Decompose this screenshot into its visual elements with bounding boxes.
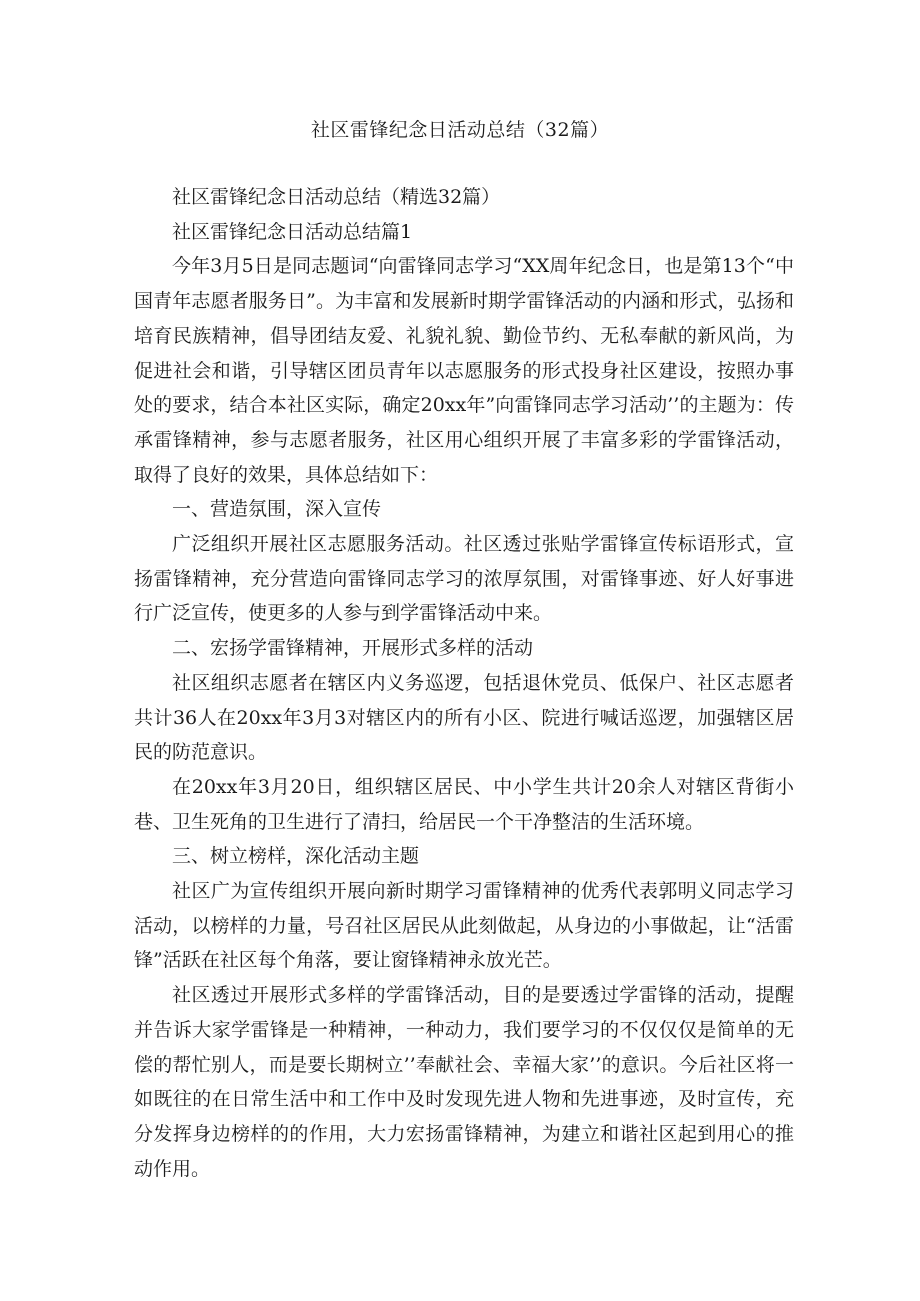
subtitle: 社区雷锋纪念日活动总结（精选32篇） <box>172 186 501 208</box>
paragraph: 在20xx年3月20日，组织辖区居民、中小学生共计20余人对辖区背街小巷、卫生死角的卫生进行了清扫，给居民一个干净整洁的生活环境。 <box>134 775 794 833</box>
paragraph: 社区组织志愿者在辖区内义务巡逻，包括退休党员、低保户、社区志愿者共计36人在20xx年3月3对辖区内的所有小区、院进行喊话巡逻，加强辖区居民的防范意识。 <box>134 671 794 764</box>
paragraph: 社区广为宣传组织开展向新时期学习雷锋精神的优秀代表郭明义同志学习活动，以榜样的力量，号召社区居民从此刻做起，从身边的小事做起，让“活雷锋”活跃在社区每个角落，要让窗锋精神永放光芒。 <box>134 880 794 972</box>
section-heading: 社区雷锋纪念日活动总结篇1 <box>172 220 413 243</box>
section-heading: 三、树立榜样，深化活动主题 <box>172 845 420 868</box>
section-heading: 一、营造氛围，深入宣传 <box>172 498 382 521</box>
paragraph: 社区透过开展形式多样的学雷锋活动，目的是要透过学雷锋的活动，提醒并告诉大家学雷锋是一种精神，一种动力，我们要学习的不仅仅仅是简单的无偿的帮忙别人，而是要长期树立’’奉献社会、幸福大家’’的意识。今后社区将一如既往的在日常生活中和工作中及时发现先进人物和先进事迹，及时宣传，充分发挥身边榜样的的作用，大力宏扬雷锋精神，为建立和谐社区起到用心的推动作用。 <box>134 984 794 1180</box>
paragraph: 广泛组织开展社区志愿服务活动。社区透过张贴学雷锋宣传标语形式，宣扬雷锋精神，充分营造向雷锋同志学习的浓厚氛围，对雷锋事迹、好人好事进行广泛宣传，使更多的人参与到学雷锋活动中来。 <box>134 533 794 625</box>
section-heading: 二、宏扬学雷锋精神，开展形式多样的活动 <box>172 637 534 660</box>
document-body <box>134 180 794 1186</box>
document-title: 社区雷锋纪念日活动总结（32篇） <box>310 119 610 141</box>
paragraph: 今年3月5日是同志题词“向雷锋同志学习“XX周年纪念日，也是第13个“中国青年志愿者服务日”。为丰富和发展新时期学雷锋活动的内涵和形式，弘扬和培育民族精神，倡导团结友爱、礼貌礼貌、勤俭节约、无私奉献的新风尚，为促进社会和谐，引导辖区团员青年以志愿服务的形式投身社区建设，按照办事处的要求，结合本社区实际，确定20xx年”向雷锋同志学习活动’’的主题为：传承雷锋精神，参与志愿者服务，社区用心组织开展了丰富多彩的学雷锋活动，取得了良好的效果，具体总结如下： <box>134 255 794 486</box>
